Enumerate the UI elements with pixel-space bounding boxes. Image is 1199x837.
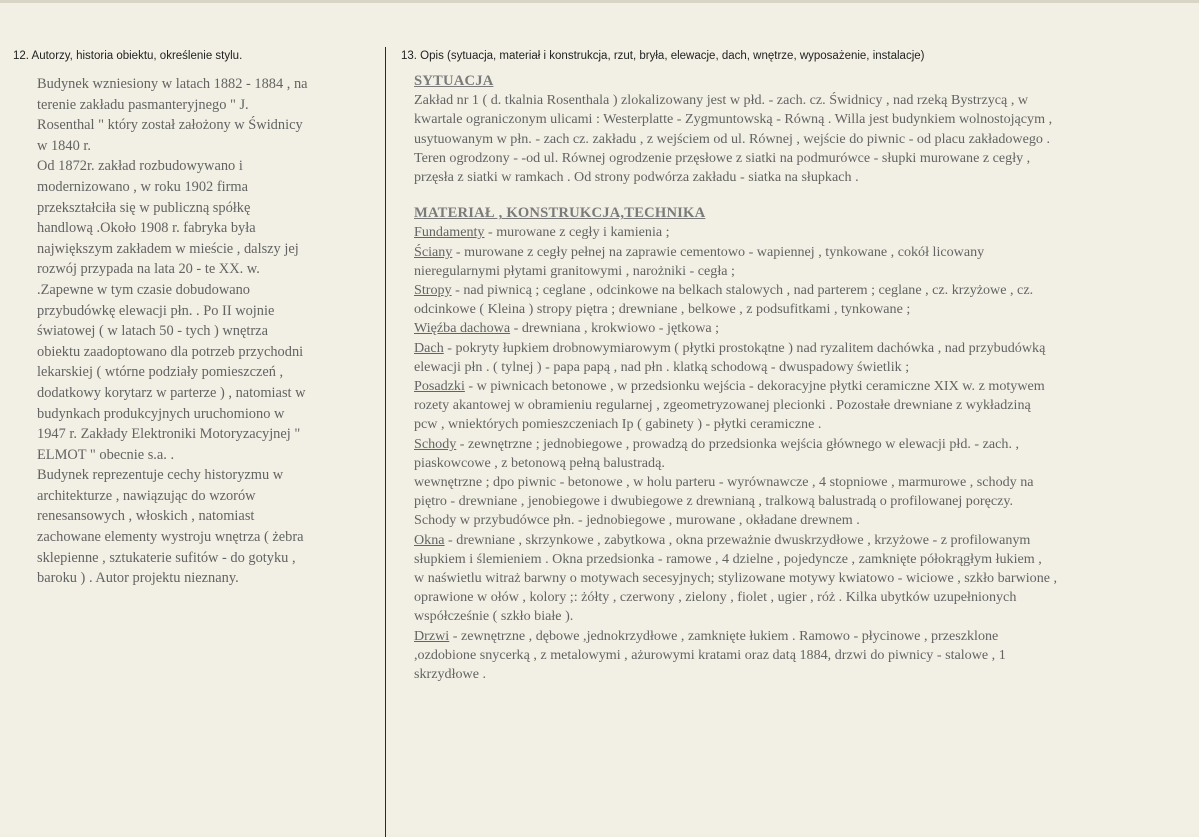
wiezba-label: Więźba dachowa <box>414 320 511 337</box>
history-line: największym zakładem w mieście , dalszy jej <box>37 240 299 257</box>
stropy-cont: odcinkowe ( Kleina ) stropy piętra ; drewniane , belkowe , z podsufitkami , tynkowane ; <box>414 301 911 318</box>
schody-cont: Schody w przybudówce płn. - jednobiegowe , murowane , okładane drewnem . <box>414 512 860 529</box>
history-line: przekształciła się w publiczną spółkę <box>37 199 251 216</box>
posadzki-line <box>414 377 1184 396</box>
posadzki-text: - w piwnicach betonowe , w przedsionku wejścia - dekoracyjne płytki ceramiczne XIX w. z motywem <box>464 378 1045 395</box>
description-text <box>414 72 1184 684</box>
sciany-label: Ściany <box>414 243 453 260</box>
stropy-label: Stropy <box>414 282 452 299</box>
dach-cont: elewacji płn . ( tylnej ) - papa papą , nad płn . klatką schodową - dwuspadowy świetlik ; <box>414 358 910 375</box>
history-line: renesansowych , włoskich , natomiast <box>37 508 255 525</box>
dach-line <box>414 339 1184 358</box>
history-line: ELMOT " obecnie s.a. . <box>37 446 175 463</box>
history-line: Od 1872r. zakład rozbudowywano i <box>37 158 243 175</box>
history-line: architekturze , nawiązując do wzorów <box>37 487 256 504</box>
sciany-cont: nieregularnymi płytami granitowymi , narożniki - cegła ; <box>414 262 735 279</box>
history-line: modernizowano , w roku 1902 firma <box>37 178 249 195</box>
history-line: w 1840 r. <box>37 137 91 154</box>
history-line: światowej ( w latach 50 - tych ) wnętrza <box>37 323 268 340</box>
drzwi-line <box>414 627 1184 646</box>
posadzki-cont: pcw , wniektórych pomieszczeniach Ip ( gabinety ) - płytki ceramiczne . <box>414 416 822 433</box>
material-title: MATERIAŁ , KONSTRUKCJA,TECHNIKA <box>414 205 706 222</box>
wiezba-line <box>414 319 1184 338</box>
fundamenty-label: Fundamenty <box>414 224 485 241</box>
schody-line <box>414 435 1184 454</box>
okna-text: - drewniane , skrzynkowe , zabytkowa , okna przeważnie dwuskrzydłowe , krzyżowe - z profilowanym <box>444 531 1031 548</box>
column-divider <box>385 47 386 837</box>
posadzki-cont: rozety akantowej w obramieniu regularnej , zgeometryzowanej plecionki . Pozostałe drewniane z wykładziną <box>414 397 1031 414</box>
fundamenty-text: - murowane z cegły i kamienia ; <box>484 224 670 241</box>
history-line: terenie zakładu pasmanteryjnego " J. <box>37 96 249 113</box>
sytuacja-line: przęsła z siatki w ramkach . Od strony podwórza zakładu - siatka na słupkach . <box>414 169 859 186</box>
sytuacja-line: Teren ogrodzony - -od ul. Równej ogrodzenie przęsłowe z siatki na podmurówce - słupki murowane z cegły , <box>414 149 1031 166</box>
history-line: obiektu zaadoptowano dla potrzeb przychodni <box>37 343 304 360</box>
sytuacja-title: SYTUACJA <box>414 73 494 89</box>
history-text <box>37 74 349 589</box>
history-line: handlową .Około 1908 r. fabryka była <box>37 220 256 237</box>
stropy-line <box>414 281 1184 300</box>
okna-cont: współcześnie ( szkło białe ). <box>414 608 574 625</box>
schody-cont: piaskowcowe , z betonową pełną balustradą. <box>414 454 665 471</box>
history-line: lekarskiej ( wtórne podziały pomieszczeń , <box>37 364 284 381</box>
sciany-line <box>414 243 1184 262</box>
schody-label: Schody <box>414 435 457 452</box>
drzwi-cont: skrzydłowe . <box>414 666 487 683</box>
history-line: dodatkowy korytarz w parterze ) , natomiast w <box>37 384 306 401</box>
history-line: Budynek reprezentuje cechy historyzmu w <box>37 467 284 484</box>
okna-label: Okna <box>414 531 445 548</box>
sytuacja-line: Zakład nr 1 ( d. tkalnia Rosenthala ) zlokalizowany jest w płd. - zach. cz. Świdnicy , nad rzeką Bystrzycą , w <box>414 92 1029 109</box>
fundamenty-line <box>414 223 1184 242</box>
history-line: .Zapewne w tym czasie dobudowano <box>37 281 250 298</box>
drzwi-cont: ,ozdobione snycerką , z metalowymi , ażurowymi kratami oraz datą 1884, drzwi do piwnicy - stalowe , 1 <box>414 646 1006 663</box>
section-13-heading: 13. Opis (sytuacja, materiał i konstrukcja, rzut, bryła, elewacje, dach, wnętrze, wyposażenie, instalacje) <box>401 50 925 62</box>
sciany-text: - murowane z cegły pełnej na zaprawie cementowo - wapiennej , tynkowane , cokół licowany <box>452 243 985 260</box>
drzwi-label: Drzwi <box>414 627 450 644</box>
history-line: Rosenthal " który został założony w Świdnicy <box>37 117 303 134</box>
drzwi-text: - zewnętrzne , dębowe ,jednokrzydłowe , zamknięte łukiem . Ramowo - płycinowe , przeszklone <box>449 627 999 644</box>
sytuacja-line: usytuowanym w płn. - zach cz. zakładu , z wejściem od ul. Równej , wejście do piwnic - od placu zakładowego . <box>414 130 1050 147</box>
okna-cont: oprawione w ołów , kolory ;: żółty , czerwony , zielony , fiolet , ugier , róż . Kilka ubytków uzupełnionych <box>414 589 1017 606</box>
history-line: Budynek wzniesiony w latach 1882 - 1884 , na <box>37 76 308 92</box>
history-line: zachowane elementy wystroju wnętrza ( żebra <box>37 529 304 546</box>
history-line: budynkach produkcyjnych uruchomiono w <box>37 405 285 422</box>
history-line: przybudówkę elewacji płn. . Po II wojnie <box>37 302 275 319</box>
sytuacja-line: kwartale ograniczonym ulicami : Westerplatte - Zygmuntowską - Równą . Willa jest budynkiem wolnostojącym , <box>414 111 1053 128</box>
schody-cont: wewnętrzne ; dpo piwnic - betonowe , w holu parteru - wyrównawcze , 4 stopniowe , marmurowe , schody na <box>414 474 1034 491</box>
history-line: rozwój przypada na lata 20 - te XX. w. <box>37 261 260 278</box>
schody-cont: piętro - drewniane , jenobiegowe i dwubiegowe z drewnianą , tralkową balustradą o profilowanej poręczy. <box>414 493 1014 510</box>
okna-line <box>414 531 1184 550</box>
posadzki-label: Posadzki <box>414 378 465 395</box>
spacer <box>414 187 1184 204</box>
okna-cont: słupkiem i ślemieniem . Okna przedsionka - ramowe , 4 dzielne , pojedyncze , zamknięte półokrągłym łukiem , <box>414 550 1042 567</box>
history-line: baroku ) . Autor projektu nieznany. <box>37 570 239 587</box>
dach-text: - pokryty łupkiem drobnowymiarowym ( płytki prostokątne ) nad ryzalitem dachówka , nad przybudówką <box>443 339 1046 356</box>
okna-cont: w naświetlu witraż barwny o motywach secesyjnych; stylizowane motywy kwiatowo - wiciowe , szkło barwione , <box>414 570 1058 587</box>
history-line: 1947 r. Zakłady Elektroniki Motoryzacyjnej " <box>37 426 301 443</box>
stropy-text: - nad piwnicą ; ceglane , odcinkowe na belkach stalowych , nad parterem ; ceglane , cz. krzyżowe , cz. <box>451 282 1034 299</box>
wiezba-text: - drewniana , krokwiowo - jętkowa ; <box>510 320 720 337</box>
history-line: sklepienne , sztukaterie sufitów - do gotyku , <box>37 549 296 566</box>
schody-text: - zewnętrzne ; jednobiegowe , prowadzą do przedsionka wejścia głównego w elewacji płd. - zach. , <box>456 435 1020 452</box>
dach-label: Dach <box>414 339 444 356</box>
section-12-heading: 12. Autorzy, historia obiektu, określenie stylu. <box>13 50 243 62</box>
